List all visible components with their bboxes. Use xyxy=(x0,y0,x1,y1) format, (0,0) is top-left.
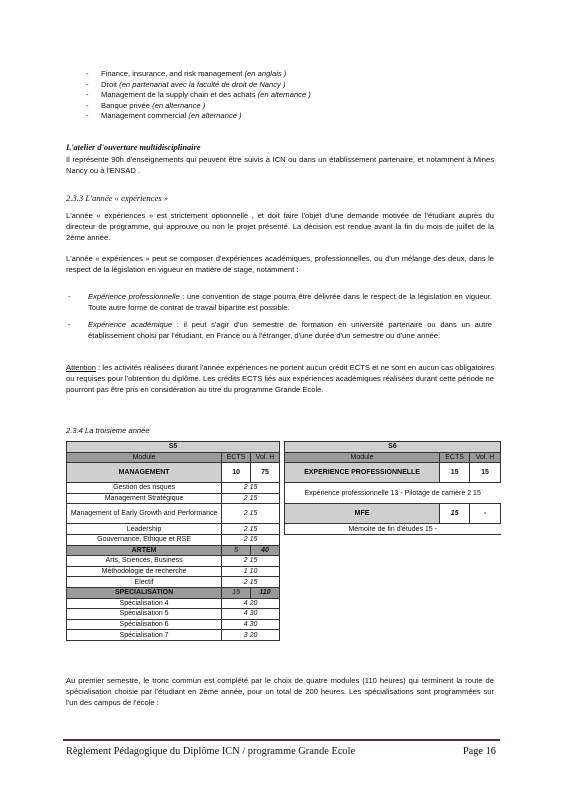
closing-paragraph: Au premier semestre, le tronc commun est complété par le choix de quatre modules (110 heures) qui terminent la route de spécialisation choisie par l'étudiant en 2ème année, pour un total de 200 heures. Les spécialisations sont programmées sur l'un des campus de l'école : xyxy=(66,676,494,707)
table-row: SPECIALISATION xyxy=(67,587,222,598)
footer-divider xyxy=(63,739,500,741)
table-row: Spécialisation 5 xyxy=(67,609,222,620)
table-row: MANAGEMENT xyxy=(67,463,222,483)
list-item: - Droit (en partenariat avec la faculté de droit de Nancy ) xyxy=(86,79,286,89)
list-item-experience-academique: - Expérience académique : il peut s'agir d'un semestre de formation en université partenaire ou dans un autre établissement choisi par l'étudiant, en France ou à l'étranger, d'une durée d'un semestre ou d'une année. xyxy=(68,320,492,340)
footer-title: Règlement Pédagogique du Diplôme ICN / programme Grande Ecole xyxy=(66,746,356,757)
table-row: Arts, Sciences, Business xyxy=(67,556,222,567)
attention-label: Attention xyxy=(66,363,96,372)
table-row: Management Stratégique xyxy=(67,493,222,504)
semester-s5-header: S5 xyxy=(67,442,280,453)
list-item: - Finance, insurance, and risk management (en anglais ) xyxy=(86,69,287,78)
table-row: Electif xyxy=(67,577,222,588)
table-row: Gestion des risques xyxy=(67,483,222,494)
table-row: Mémoire de fin d'études 15 - xyxy=(284,524,500,535)
list-item: - Management de la supply chain et des achats (en alternance ) xyxy=(86,90,311,100)
paragraph-experiences-2: L'année « expériences » peut se composer d'expériences académiques, professionnelles, ou d'un mélange des deux, dans le respect de la législation en vigueur en matière de stage, notamment : xyxy=(66,254,494,274)
semester-s6-header: S6 xyxy=(284,442,500,453)
table-row: Spécialisation 7 xyxy=(67,630,222,641)
table-row: Leadership xyxy=(67,524,222,535)
table-row: Expérience professionnelle 13 - Pilotage de carrière 2 15 xyxy=(284,483,500,504)
page-number: Page 16 xyxy=(462,746,496,757)
list-item-experience-pro: - Expérience professionnelle : une convention de stage pourra être délivrée dans le respect de la législation en vigueur. Toute autre forme de contrat de travail bipartite est possible. xyxy=(68,292,492,312)
table-row: Méthodologie de recherche xyxy=(67,566,222,577)
column-header-module: Module xyxy=(67,452,222,463)
attention-paragraph: Attention : les activités réalisées durant l'année expériences ne portent aucun crédit ECTS et ne sont en aucun cas obligatoires ou requises pour l'obtention du diplôme. Les crédits ECTS liés aux expériences académiques réalisées durant cette période ne pourront pas être pris en considération au titre du programme Grande Ecole. xyxy=(66,363,494,394)
table-row: MFE xyxy=(284,504,439,524)
table-row: Spécialisation 6 xyxy=(67,619,222,630)
section-heading-234: 2.3.4 La troisième année xyxy=(66,426,150,435)
column-header-ects: ECTS xyxy=(440,452,470,463)
section-heading-233: 2.3.3 L'année « expériences » xyxy=(66,193,169,203)
table-row: Spécialisation 4 xyxy=(67,598,222,609)
column-header-module: Module xyxy=(284,452,439,463)
table-row: ARTEM xyxy=(67,545,222,556)
table-row: Gouvernance, Ethique et RSE xyxy=(67,534,222,545)
table-row: Management of Early Growth and Performance xyxy=(67,504,222,524)
atelier-paragraph: Il représente 90h d'enseignements qui peuvent être suivis à ICN ou dans un établissement partenaire, et notamment à Mines Nancy ou à l'ENSAD . xyxy=(66,155,494,175)
list-item: - Banque privée (en alternance ) xyxy=(86,100,206,110)
column-header-vol: Vol. H xyxy=(251,452,280,463)
column-header-ects: ECTS xyxy=(222,452,251,463)
paragraph-experiences-1: L'année « expériences » est strictement optionnelle , et doit faire l'objet d'une demande motivée de l'étudiant auprès du directeur de programme, qui approuve ou non le projet présenté. La décision est rendue avant la fin du mois de juillet de la 2ème année. xyxy=(66,211,494,242)
specialisation-list xyxy=(86,69,526,122)
atelier-title: L'atelier d'ouverture multidisciplinaire xyxy=(66,143,201,152)
curriculum-table: S5 S6 Module ECTS Vol. H Module ECTS Vol. H MANAGEMENT 10 75 EXPERIENCE PROFESSIONNELLE 15 15 Gestion des risques 2 15 Expérience professionnelle 13 - Pilotage de carrière 2 15 Management Stratégique 2 15 Management of Early Growth and Performance 2 15 MFE 15 - Leadership 2 15 Mémoire de fin d'études 15 - Gouvernance, Ethique et RSE 2 15 ARTEM 5 40 Arts, Sciences, Business 2 15 Méthodologie de recherche 1 10 Electif 2 15 SPECIALISATION 15 110 Spécialisation 4 4 20 Spécialisation 5 4 30 Spécialisation 6 4 30 Spécialisation 7 3 20 xyxy=(66,441,501,641)
table-row: EXPERIENCE PROFESSIONNELLE xyxy=(284,463,439,483)
page-footer xyxy=(66,746,496,757)
list-item: - Management commercial (en alternance ) xyxy=(86,111,242,121)
column-header-vol: Vol. H xyxy=(470,452,501,463)
